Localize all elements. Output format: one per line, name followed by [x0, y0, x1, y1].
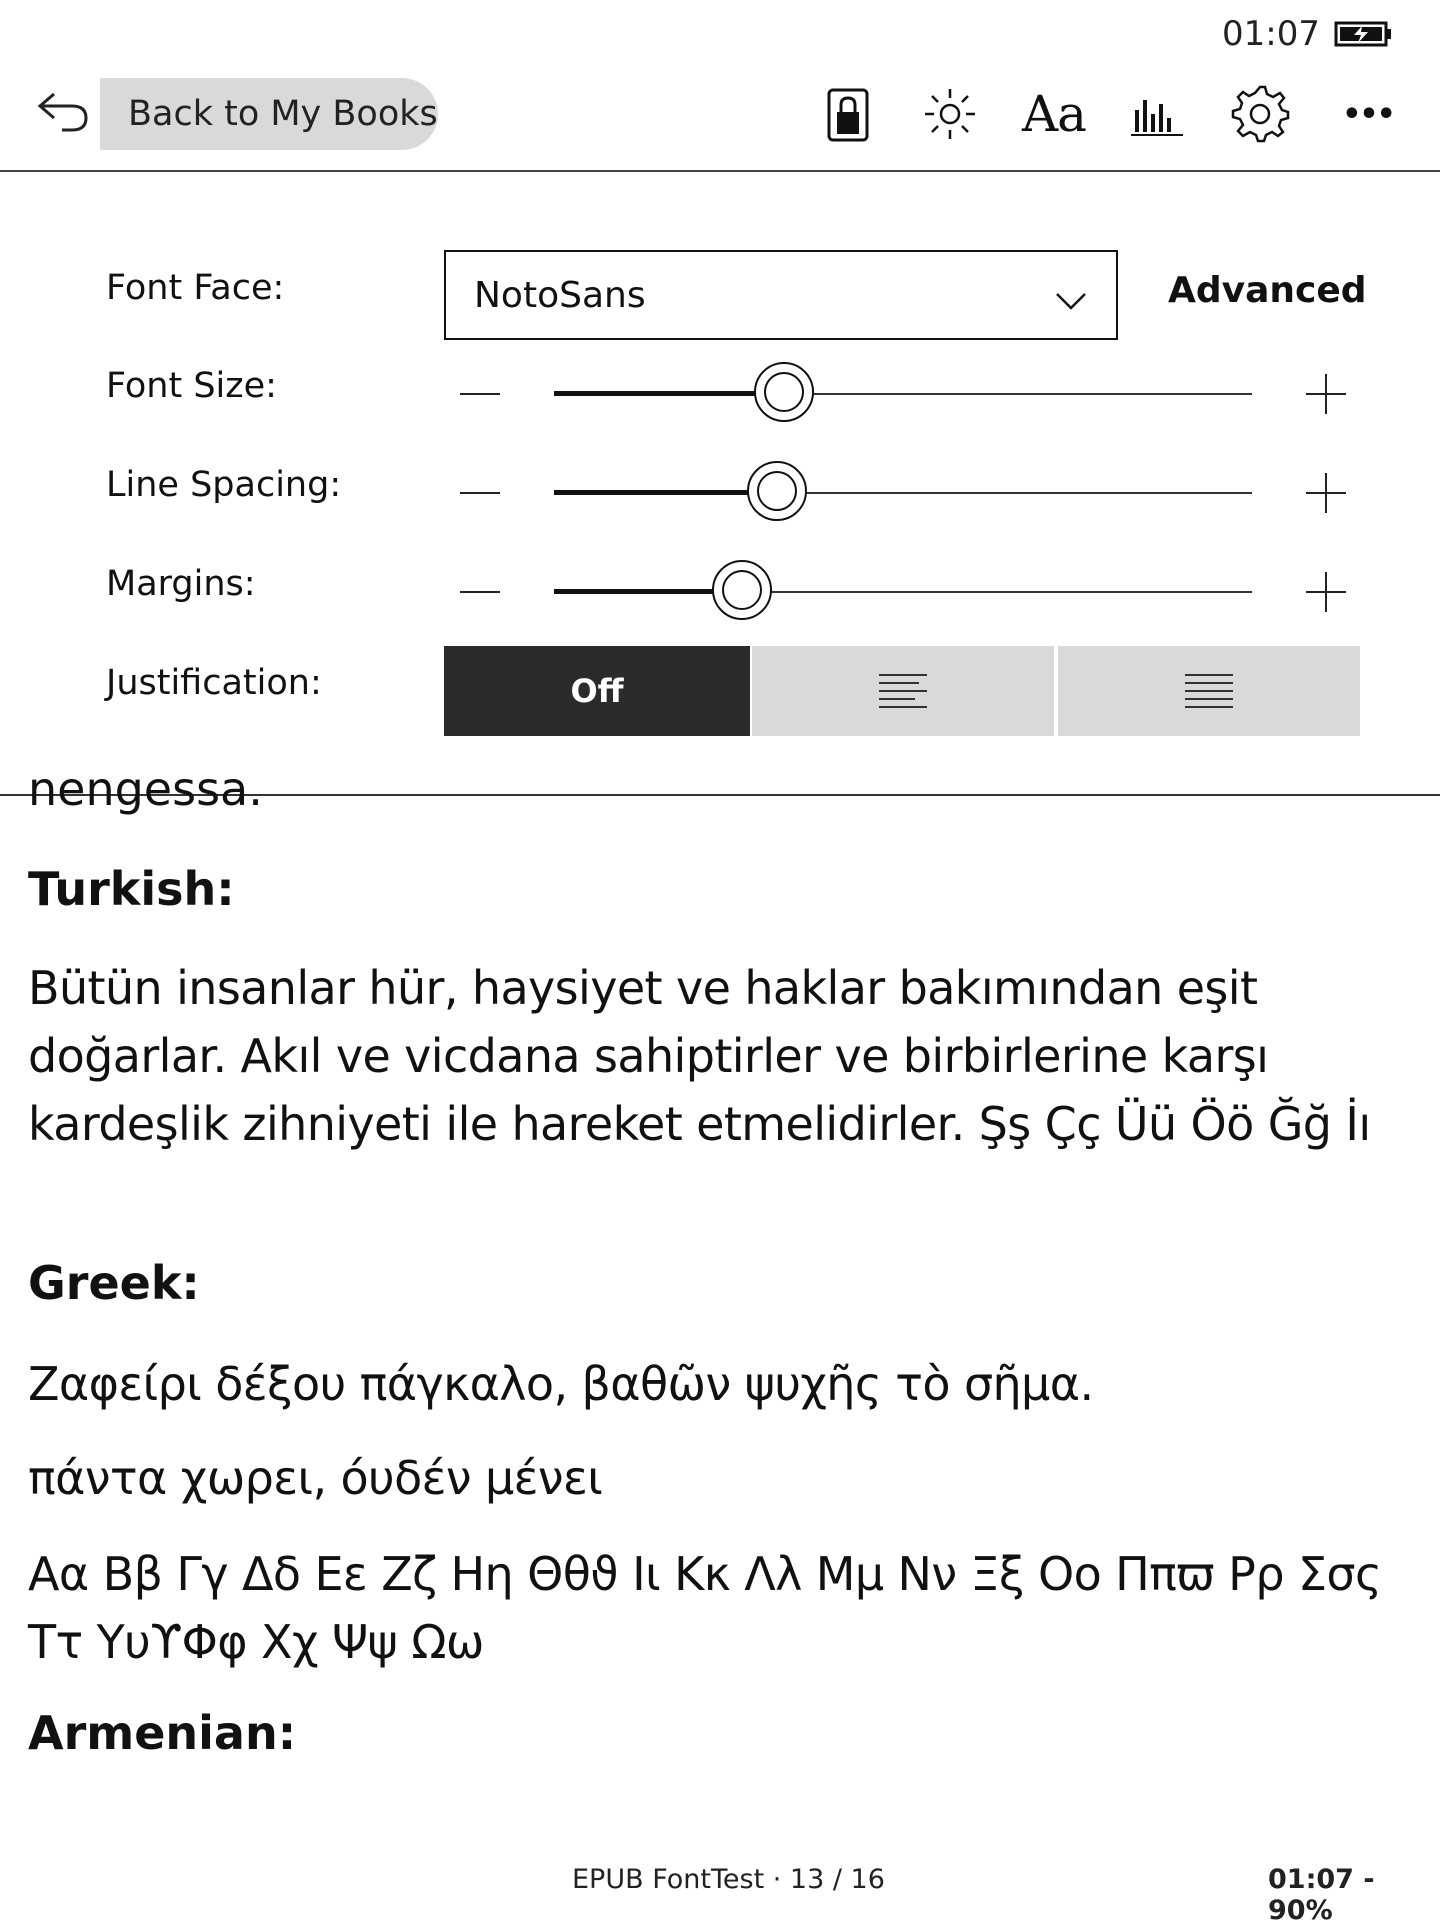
armenian-heading: Armenian:	[28, 1706, 297, 1760]
turkish-heading: Turkish:	[28, 862, 235, 916]
stats-icon[interactable]	[1128, 78, 1186, 150]
font-icon[interactable]: Aa	[1022, 85, 1086, 143]
turkish-paragraph: Bütün insanlar hür, haysiyet ve haklar bakımından eşit doğarlar. Akıl ve vicdana sahiptirler ve birbirlerine karşı kardeşlik zihniyeti ile hareket etmelidirler. Şş Çç Üü Öö Ğğ İı	[28, 961, 1371, 1151]
line-spacing-slider-fill	[554, 490, 777, 495]
line-spacing-increase-button[interactable]	[1306, 473, 1346, 513]
margins-increase-button[interactable]	[1306, 572, 1346, 612]
margins-slider[interactable]	[554, 591, 1252, 593]
line-spacing-label: Line Spacing:	[106, 465, 342, 505]
clipped-text: nengessa.	[28, 762, 263, 816]
font-size-decrease-button[interactable]	[460, 393, 500, 395]
greek-line-2: πάντα χωρει, όυδέν μένει	[28, 1451, 603, 1505]
font-size-slider[interactable]	[554, 393, 1252, 395]
status-time: 01:07	[1222, 14, 1320, 54]
line-spacing-decrease-button[interactable]	[460, 492, 500, 494]
font-size-slider-thumb[interactable]	[754, 362, 814, 422]
margins-decrease-button[interactable]	[460, 591, 500, 593]
align-justify-icon	[1185, 674, 1233, 708]
footer-status: 01:07 - 90%	[1268, 1864, 1375, 1926]
line-spacing-slider-thumb[interactable]	[747, 461, 807, 521]
font-face-label: Font Face:	[106, 268, 285, 308]
align-left-icon	[879, 674, 927, 708]
back-arrow-icon[interactable]	[36, 88, 92, 138]
greek-heading: Greek:	[28, 1256, 200, 1310]
font-size-increase-button[interactable]	[1306, 374, 1346, 414]
justification-off-button[interactable]: Off	[444, 646, 750, 736]
justification-label: Justification:	[106, 663, 322, 703]
font-size-slider-fill	[554, 391, 784, 396]
settings-icon[interactable]	[1228, 78, 1292, 150]
clipped-text-line	[0, 762, 1440, 830]
greek-alphabet: Αα Ββ Γγ Δδ Εε Ζζ Ηη Θθϑ Ιι Κκ Λλ Μμ Νν Ξξ Οο Ππϖ Ρρ Σσς Ττ ΥυϒΦφ Χχ Ψψ Ωω	[28, 1547, 1382, 1669]
justification-left-button[interactable]	[752, 646, 1054, 736]
advanced-button[interactable]: Advanced	[1168, 270, 1367, 311]
brightness-icon[interactable]	[920, 78, 980, 150]
justification-full-button[interactable]	[1058, 646, 1360, 736]
battery-charging-icon	[1334, 20, 1390, 46]
font-face-select[interactable]	[444, 250, 1118, 340]
font-size-label: Font Size:	[106, 366, 277, 406]
back-to-books-button[interactable]: Back to My Books	[100, 78, 438, 150]
footer-book-title: EPUB FontTest · 13 / 16	[572, 1864, 885, 1895]
greek-line-1: Ζαφείρι δέξου πάγκαλο, βαθῶν ψυχῆς τὸ σῆμα.	[28, 1357, 1094, 1411]
margins-label: Margins:	[106, 564, 256, 604]
more-icon[interactable]: •••	[1342, 96, 1394, 132]
font-face-value: NotoSans	[474, 274, 646, 316]
chevron-down-icon	[1054, 280, 1088, 321]
line-spacing-slider[interactable]	[554, 492, 1252, 494]
lock-icon[interactable]	[820, 78, 876, 150]
